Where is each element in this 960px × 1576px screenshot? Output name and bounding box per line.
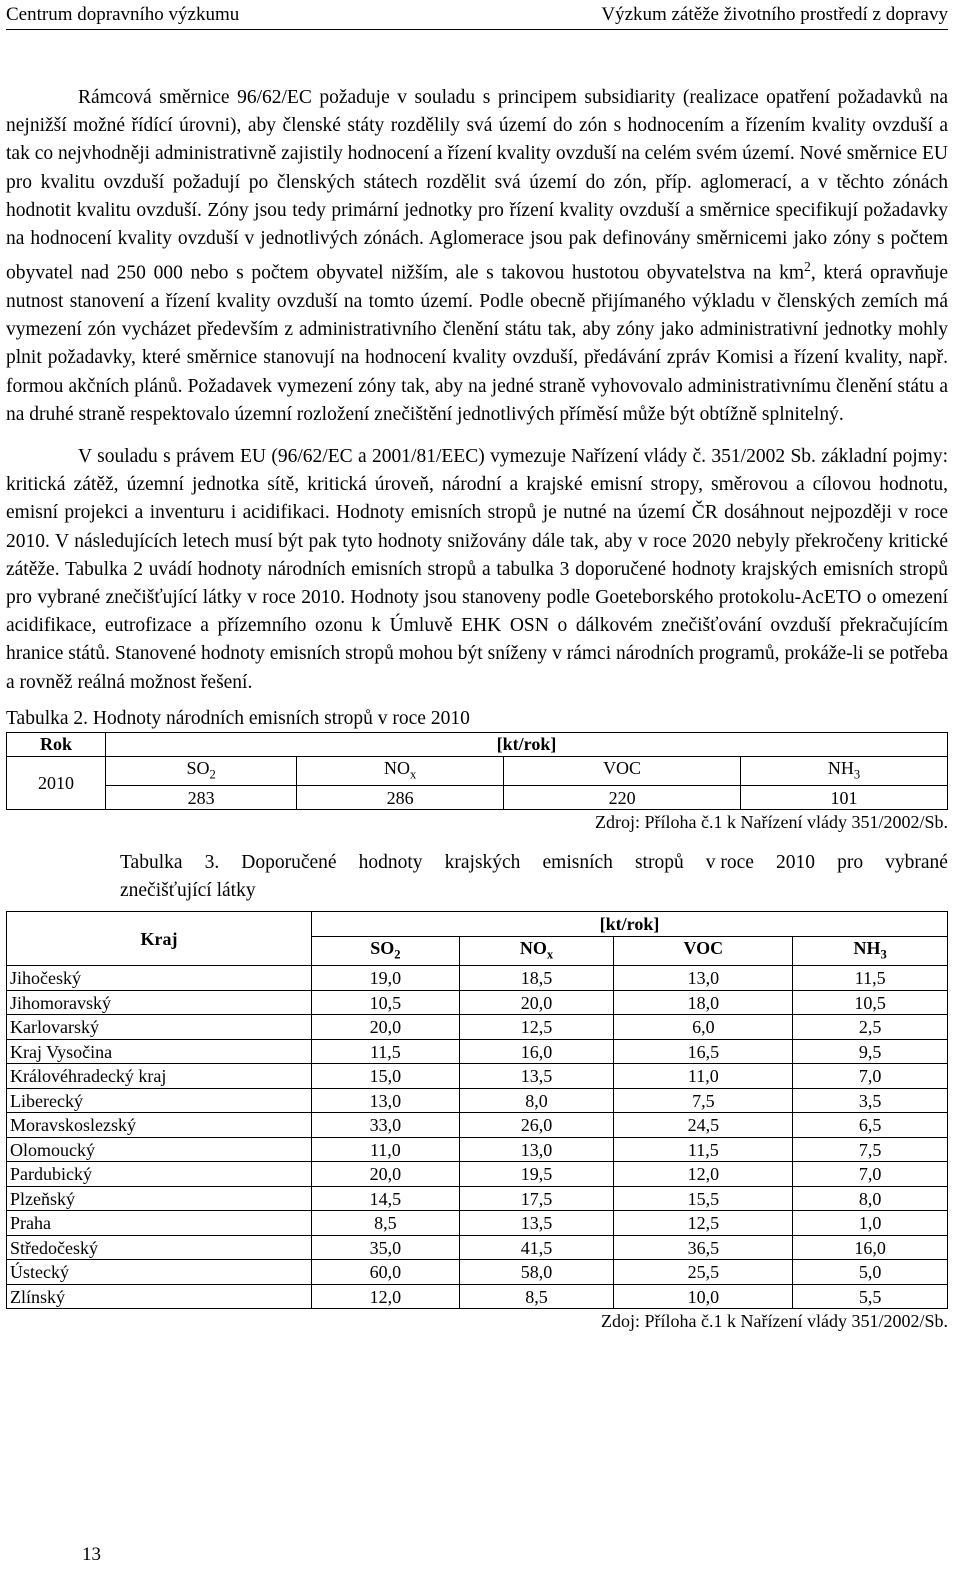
table2-source: Zdroj: Příloha č.1 k Nařízení vlády 351/2002/Sb.: [595, 812, 948, 833]
table3-source: Zdoj: Příloha č.1 k Nařízení vlády 351/2002/Sb.: [601, 1311, 948, 1332]
table3-value-cell: 6,5: [793, 1113, 948, 1138]
table3-value-cell: 26,0: [459, 1113, 614, 1138]
table2-pollutant: $SO_2$: [106, 756, 297, 786]
table2: [6, 732, 948, 811]
table3-value-cell: 20,0: [312, 1162, 460, 1187]
paragraph-1-part1: Rámcová směrnice 96/62/EC požaduje v souladu s principem subsidiarity (realizace opatření požadavků na nejnižší možné řídící úrovni), aby členské státy rozdělily svá území do zón s hodnocením a řízením kvality ovzduší a tak co nejvhodněji administrativně zajistily hodnocení a řízení kvality ovzduší na celém svém území. Nové směrnice EU pro kvalitu ovzduší požadují po členských státech rozdělit svá území do zón, příp. aglomerací, a v těchto zónách hodnotit kvalitu ovzduší. Zóny jsou tedy primární jednotky pro řízení kvality ovzduší a směrnice specifikují požadavky na hodnocení kvality ovzduší v jednotlivých zónách. Aglomerace jsou pak definovány směrnicemi jako zóny s počtem obyvatel nad 250 000 nebo s počtem obyvatel nižším, ale s takovou hustotou obyvatelstva na km: [6, 87, 948, 284]
table-row: [7, 1235, 948, 1260]
table3-pollutant: $NO_x$: [459, 936, 614, 966]
table2-pollutant: $NH_3$: [741, 756, 948, 786]
table3-region-cell: Královéhradecký kraj: [7, 1064, 312, 1089]
table3-value-cell: 7,0: [793, 1064, 948, 1089]
table3-value-cell: 11,5: [793, 966, 948, 991]
table3-header-kraj: Kraj: [7, 912, 312, 966]
table-row: [7, 1260, 948, 1285]
table-row: [7, 1088, 948, 1113]
table3-region-cell: Pardubický: [7, 1162, 312, 1187]
table3-value-cell: 24,5: [614, 1113, 793, 1138]
table3-value-cell: 11,0: [312, 1137, 460, 1162]
table2-unit: [kt/rok]: [106, 732, 948, 756]
paragraph-1-part2: , která opravňuje nutnost stanovení a řízení kvality ovzduší na tomto území. Podle obecně přijímaného výkladu v členských zemích má vymezení zón vycházet především z administrativního členění státu tak, aby zóny jako administrativní jednotky mohly plnit požadavky, které směrnice stanovují na hodnocení kvality ovzduší, předávání zpráv Komisi a řízení kvality, např. formou akčních plánů. Požadavek vymezení zóny tak, aby na jedné straně vyhovovalo administrativnímu členění státu a na druhé straně respektovalo územní rozložení znečištění jednotlivých příměsí může být obtížně splnitelný.: [6, 262, 948, 425]
table3-pollutant: $NH_3$: [793, 936, 948, 966]
paragraph-2: V souladu s právem EU (96/62/EC a 2001/81/EEC) vymezuje Nařízení vlády č. 351/2002 Sb. základní pojmy: kritická zátěž, územní jednotka sítě, kritická úroveň, národní a krajské emisní stropy, směrovou a cílovou hodnotu, emisní projekci a inventuru i acidifikaci. Hodnoty emisních stropů je nutné na území ČR dosáhnout nejpozději v roce 2010. V následujících letech musí být pak tyto hodnoty snižovány dále tak, aby v roce 2020 nebyly překročeny kritické zátěže. Tabulka 2 uvádí hodnoty národních emisních stropů a tabulka 3 doporučené hodnoty krajských emisních stropů pro vybrané znečišťující látky v roce 2010. Hodnoty jsou stanoveny podle Goeteborského protokolu-AcETO o omezení acidifikace, eutrofizace a přízemního ozonu k Úmluvě EHK OSN o dálkovém znečišťování ovzduší překračujícím hranice států. Stanovené hodnoty emisních stropů mohou být sníženy v rámci národních programů, prokáže-li se potřeba a rovněž reálná možnost řešení.: [6, 445, 948, 693]
table3-value-cell: 10,0: [614, 1284, 793, 1309]
table-row: [7, 1162, 948, 1187]
table3-value-cell: 13,0: [459, 1137, 614, 1162]
table3-region-cell: Moravskoslezský: [7, 1113, 312, 1138]
table3-value-cell: 2,5: [793, 1015, 948, 1040]
table3-body: [7, 966, 948, 1309]
table3-value-cell: 20,0: [459, 990, 614, 1015]
table2-year: 2010: [7, 756, 106, 810]
table-row: [7, 1284, 948, 1309]
table-row: [7, 1211, 948, 1236]
table3-value-cell: 13,0: [312, 1088, 460, 1113]
table3-caption-line1: Tabulka 3. Doporučené hodnoty krajských emisních stropů v roce 2010 pro vybrané: [120, 852, 948, 874]
table3-value-cell: 8,0: [793, 1186, 948, 1211]
table3-pollutant: VOC: [614, 936, 793, 966]
table3-value-cell: 6,0: [614, 1015, 793, 1040]
table3-value-cell: 8,5: [312, 1211, 460, 1236]
table3-value-cell: 13,5: [459, 1211, 614, 1236]
table3-region-cell: Jihomoravský: [7, 990, 312, 1015]
table3-value-cell: 9,5: [793, 1039, 948, 1064]
table3-value-cell: 1,0: [793, 1211, 948, 1236]
table3-region-cell: Středočeský: [7, 1235, 312, 1260]
table3-region-cell: Zlínský: [7, 1284, 312, 1309]
table3-region-cell: Ústecký: [7, 1260, 312, 1285]
table3-pollutant: $SO_2$: [312, 936, 460, 966]
table3-region-cell: Olomoucký: [7, 1137, 312, 1162]
table3-value-cell: 12,5: [614, 1211, 793, 1236]
table3-value-cell: 7,5: [614, 1088, 793, 1113]
table-row: [7, 990, 948, 1015]
table3-value-cell: 7,0: [793, 1162, 948, 1187]
table-row: [7, 1064, 948, 1089]
table3-caption: [6, 849, 948, 905]
table-row: [7, 1113, 948, 1138]
table3-region-cell: Karlovarský: [7, 1015, 312, 1040]
table3-value-cell: 12,0: [312, 1284, 460, 1309]
table3-value-cell: 41,5: [459, 1235, 614, 1260]
table3-region-cell: Liberecký: [7, 1088, 312, 1113]
table3-region-cell: Kraj Vysočina: [7, 1039, 312, 1064]
table3-value-cell: 36,5: [614, 1235, 793, 1260]
table3-value-cell: 12,0: [614, 1162, 793, 1187]
table3-value-cell: 18,5: [459, 966, 614, 991]
header-left: Centrum dopravního výzkumu: [6, 4, 240, 25]
table3-value-cell: 35,0: [312, 1235, 460, 1260]
table3-value-cell: 19,5: [459, 1162, 614, 1187]
table2-value: 283: [106, 786, 297, 810]
page-header: [6, 0, 948, 30]
table3-value-cell: 8,5: [459, 1284, 614, 1309]
table3-region-cell: Jihočeský: [7, 966, 312, 991]
table3-value-cell: 18,0: [614, 990, 793, 1015]
table-row: [7, 756, 948, 786]
table3-value-cell: 5,0: [793, 1260, 948, 1285]
table3-value-cell: 20,0: [312, 1015, 460, 1040]
table3-value-cell: 16,0: [459, 1039, 614, 1064]
table3-region-cell: Plzeňský: [7, 1186, 312, 1211]
table3-value-cell: 25,5: [614, 1260, 793, 1285]
table3-value-cell: 13,0: [614, 966, 793, 991]
table3-value-cell: 17,5: [459, 1186, 614, 1211]
table2-value: 286: [297, 786, 504, 810]
table3-value-cell: 14,5: [312, 1186, 460, 1211]
table3-value-cell: 15,0: [312, 1064, 460, 1089]
table-row: [7, 732, 948, 756]
table-row: [7, 786, 948, 810]
table3-value-cell: 13,5: [459, 1064, 614, 1089]
table3-region-cell: Praha: [7, 1211, 312, 1236]
page-content: [6, 84, 948, 1332]
table3-caption-line2: znečišťující látky: [120, 880, 256, 902]
header-right: Výzkum zátěže životního prostředí z dopravy: [601, 4, 948, 25]
table3-value-cell: 12,5: [459, 1015, 614, 1040]
table2-value: 101: [741, 786, 948, 810]
table3-value-cell: 10,5: [793, 990, 948, 1015]
table3-value-cell: 16,5: [614, 1039, 793, 1064]
superscript: 2: [804, 259, 811, 275]
table-row: [7, 1137, 948, 1162]
table3-value-cell: 8,0: [459, 1088, 614, 1113]
table3-value-cell: 19,0: [312, 966, 460, 991]
table2-pollutant: VOC: [504, 756, 741, 786]
table-row: [7, 966, 948, 991]
table3-value-cell: 7,5: [793, 1137, 948, 1162]
table3-value-cell: 3,5: [793, 1088, 948, 1113]
page-number: 13: [82, 1544, 101, 1565]
table3-value-cell: 16,0: [793, 1235, 948, 1260]
table3-value-cell: 15,5: [614, 1186, 793, 1211]
paragraph-1: [6, 84, 948, 429]
table3-value-cell: 5,5: [793, 1284, 948, 1309]
table3: [6, 911, 948, 1309]
table-row: [7, 1015, 948, 1040]
table2-value: 220: [504, 786, 741, 810]
table2-header-rok: Rok: [7, 732, 106, 756]
table-row: [7, 1039, 948, 1064]
table3-value-cell: 11,5: [312, 1039, 460, 1064]
table3-value-cell: 11,5: [614, 1137, 793, 1162]
table3-value-cell: 11,0: [614, 1064, 793, 1089]
table3-value-cell: 58,0: [459, 1260, 614, 1285]
table3-value-cell: 10,5: [312, 990, 460, 1015]
table3-unit: [kt/rok]: [312, 912, 948, 937]
table2-caption: Tabulka 2. Hodnoty národních emisních stropů v roce 2010: [6, 707, 470, 729]
table2-pollutant: $NO_x$: [297, 756, 504, 786]
table3-value-cell: 60,0: [312, 1260, 460, 1285]
table3-value-cell: 33,0: [312, 1113, 460, 1138]
table-row: [7, 912, 948, 937]
table-row: [7, 1186, 948, 1211]
